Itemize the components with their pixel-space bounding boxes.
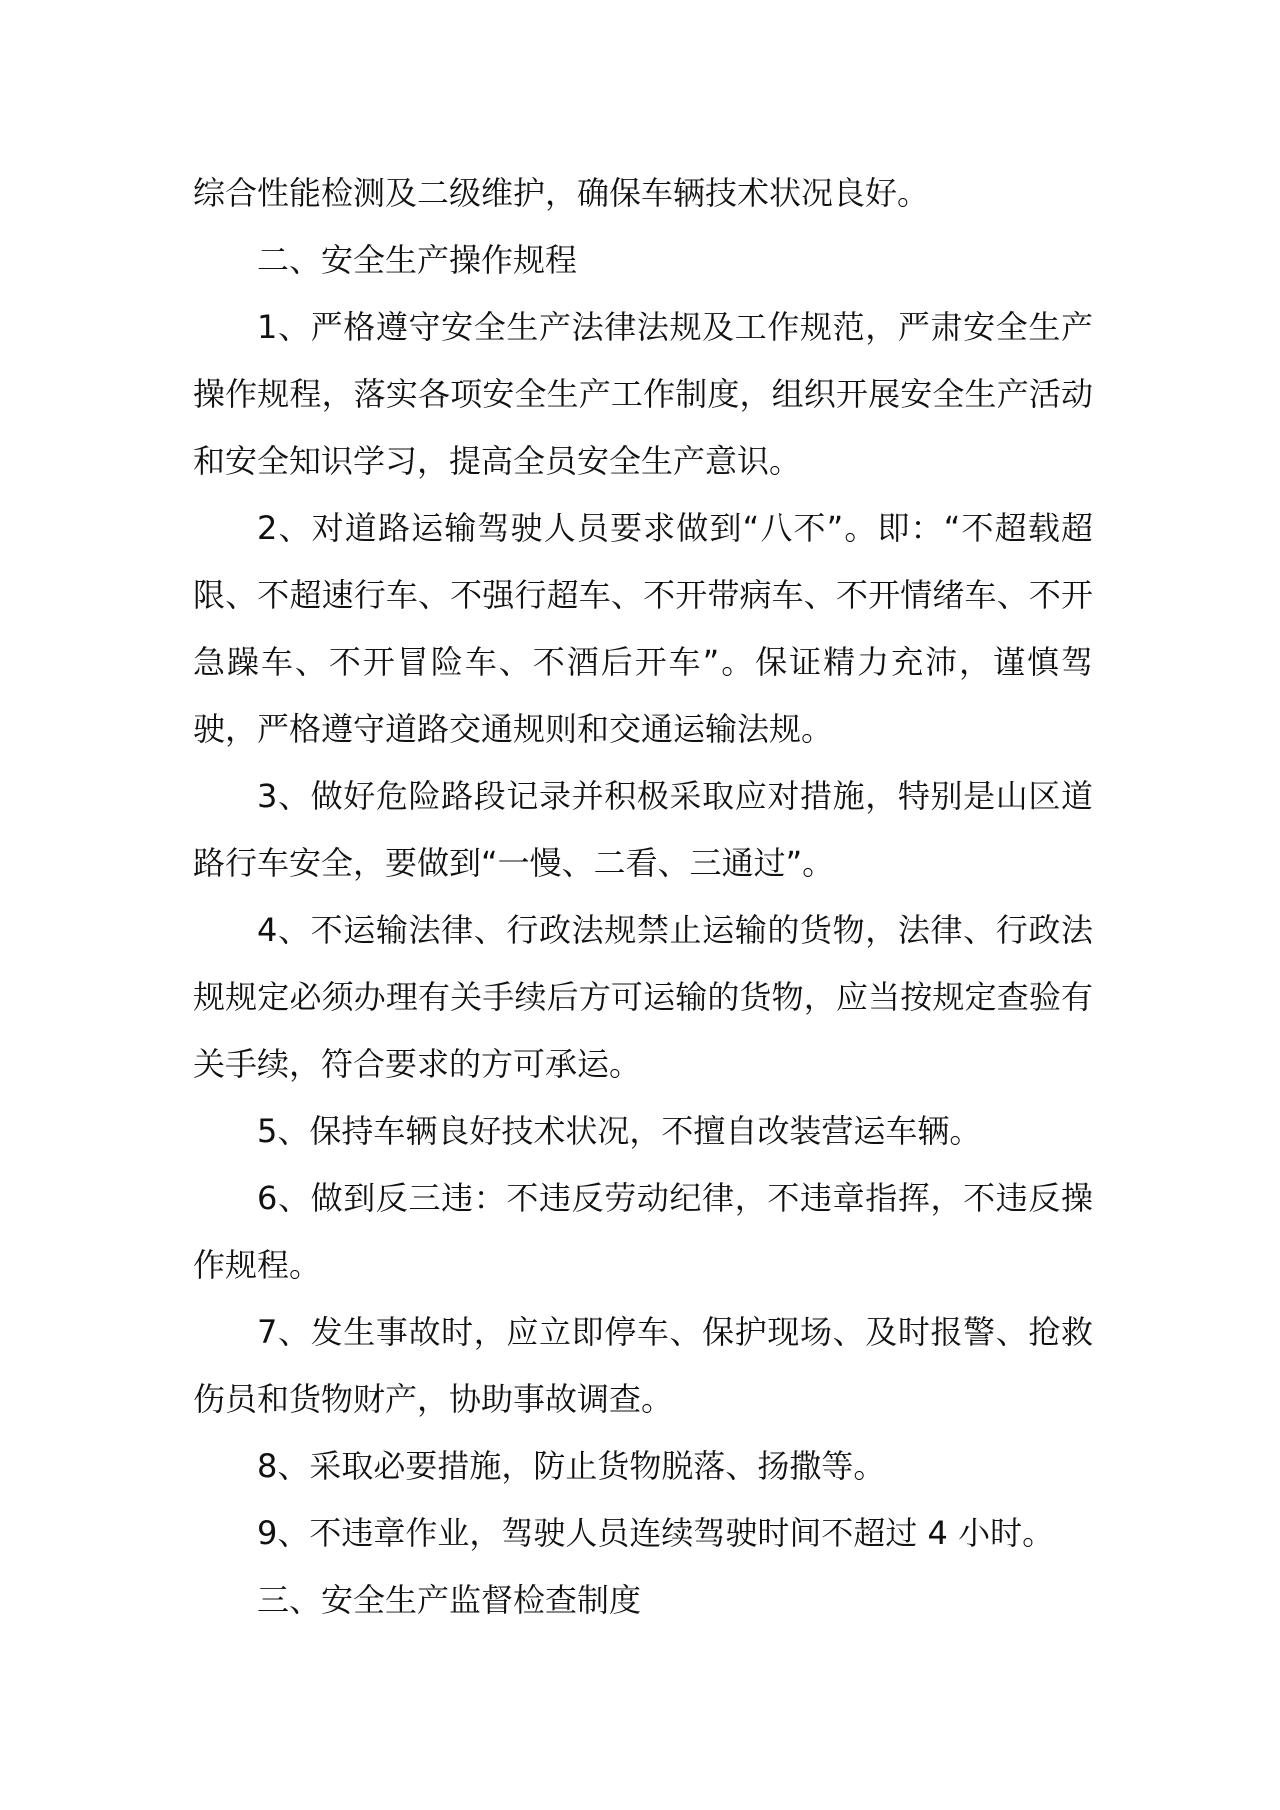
paragraph-continuation: 综合性能检测及二级维护，确保车辆技术状况良好。 — [193, 174, 930, 212]
section-heading-2: 二、安全生产操作规程 — [257, 241, 578, 279]
document-body — [193, 160, 1093, 1634]
list-item-8: 8、采取必要措施，防止货物脱落、扬撒等。 — [257, 1447, 886, 1485]
list-item-4: 4、不运输法律、行政法规禁止运输的货物，法律、行政法规规定必须办理有关手续后方可运输的货物，应当按规定查验有关手续，符合要求的方可承运。 — [193, 911, 1093, 1083]
list-item-2: 2、对道路运输驾驶人员要求做到“八不”。即：“不超载超限、不超速行车、不强行超车、不开带病车、不开情绪车、不开急躁车、不开冒险车、不酒后开车”。保证精力充沛，谨慎驾驶，严格遵守道路交通规则和交通运输法规。 — [193, 509, 1093, 748]
list-item-1: 1、严格遵守安全生产法律法规及工作规范，严肃安全生产操作规程，落实各项安全生产工作制度，组织开展安全生产活动和安全知识学习，提高全员安全生产意识。 — [193, 308, 1093, 480]
list-item-9: 9、不违章作业，驾驶人员连续驾驶时间不超过 4 小时。 — [257, 1514, 1055, 1552]
list-item-6: 6、做到反三违：不违反劳动纪律，不违章指挥，不违反操作规程。 — [193, 1179, 1093, 1284]
list-item-3: 3、做好危险路段记录并积极采取应对措施，特别是山区道路行车安全，要做到“一慢、二看、三通过”。 — [193, 777, 1093, 882]
list-item-5: 5、保持车辆良好技术状况，不擅自改装营运车辆。 — [257, 1112, 982, 1150]
section-heading-3: 三、安全生产监督检查制度 — [257, 1581, 642, 1619]
list-item-7: 7、发生事故时，应立即停车、保护现场、及时报警、抢救伤员和货物财产，协助事故调查。 — [193, 1313, 1093, 1418]
